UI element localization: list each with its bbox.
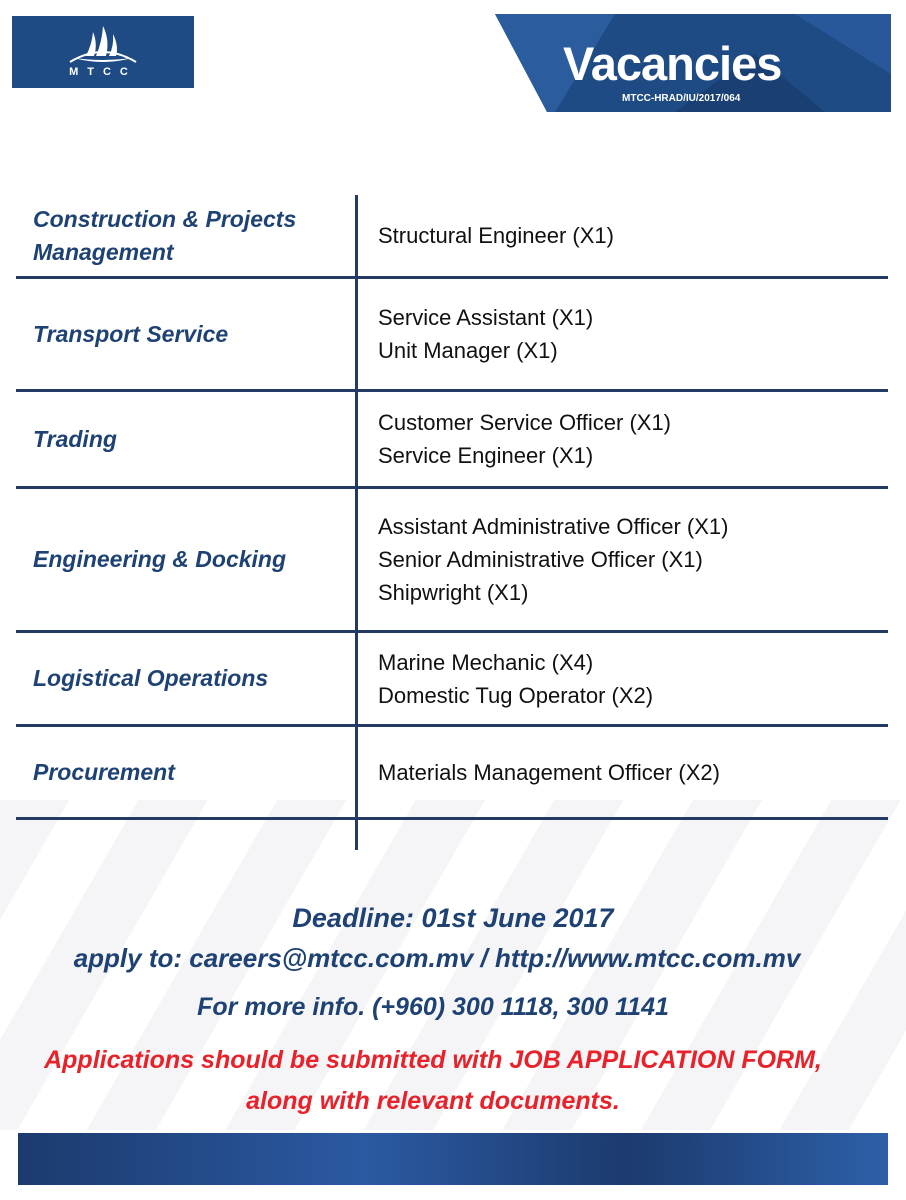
category-label: Trading	[33, 425, 117, 452]
job-title: Marine Mechanic (X4)	[378, 649, 594, 675]
category-label: Procurement	[33, 758, 175, 785]
deadline-text: Deadline: 01st June 2017	[292, 903, 614, 933]
sailboat-icon	[66, 22, 140, 66]
vacancy-table	[16, 195, 888, 820]
category-label: Engineering & Docking	[33, 546, 287, 572]
job-title: Unit Manager (X1)	[378, 338, 558, 363]
job-title: Senior Administrative Officer (X1)	[378, 547, 703, 572]
category-label: Construction & Projects Management	[33, 205, 297, 265]
contact-info: For more info. (+960) 300 1118, 300 1141	[197, 993, 669, 1021]
job-list	[356, 301, 593, 367]
notice-line-1: Applications should be submitted with JOB APPLICATION FORM,	[44, 1046, 822, 1074]
job-title: Structural Engineer (X1)	[378, 223, 614, 248]
reference-number: MTCC-HRAD/IU/2017/064	[622, 93, 741, 104]
apply-text: apply to: careers@mtcc.com.mv / http://www.mtcc.com.mv	[73, 943, 801, 973]
table-row	[16, 392, 888, 489]
job-title: Service Assistant (X1)	[378, 305, 594, 330]
bottom-bar	[18, 1133, 888, 1185]
notice-line-2: along with relevant documents.	[246, 1087, 620, 1115]
job-list	[356, 646, 653, 712]
table-row	[16, 727, 888, 820]
job-list	[356, 756, 720, 789]
vacancies-banner	[495, 14, 891, 112]
job-list	[356, 406, 671, 472]
job-list	[356, 219, 614, 252]
category-label: Transport Service	[33, 320, 229, 347]
table-row	[16, 279, 888, 392]
page-title: Vacancies	[563, 37, 782, 90]
job-title: Domestic Tug Operator (X2)	[378, 682, 654, 708]
table-row	[16, 489, 888, 633]
table-row	[16, 633, 888, 727]
table-row	[16, 195, 888, 279]
category-label: Logistical Operations	[33, 665, 269, 691]
job-title: Service Engineer (X1)	[378, 443, 594, 468]
job-title: Assistant Administrative Officer (X1)	[378, 514, 729, 539]
job-title: Customer Service Officer (X1)	[378, 410, 672, 435]
logo-text: MTCC	[69, 66, 137, 78]
mtcc-logo	[12, 16, 194, 88]
job-list	[356, 510, 729, 609]
job-title: Materials Management Officer (X2)	[378, 759, 720, 785]
job-title: Shipwright (X1)	[378, 580, 529, 605]
